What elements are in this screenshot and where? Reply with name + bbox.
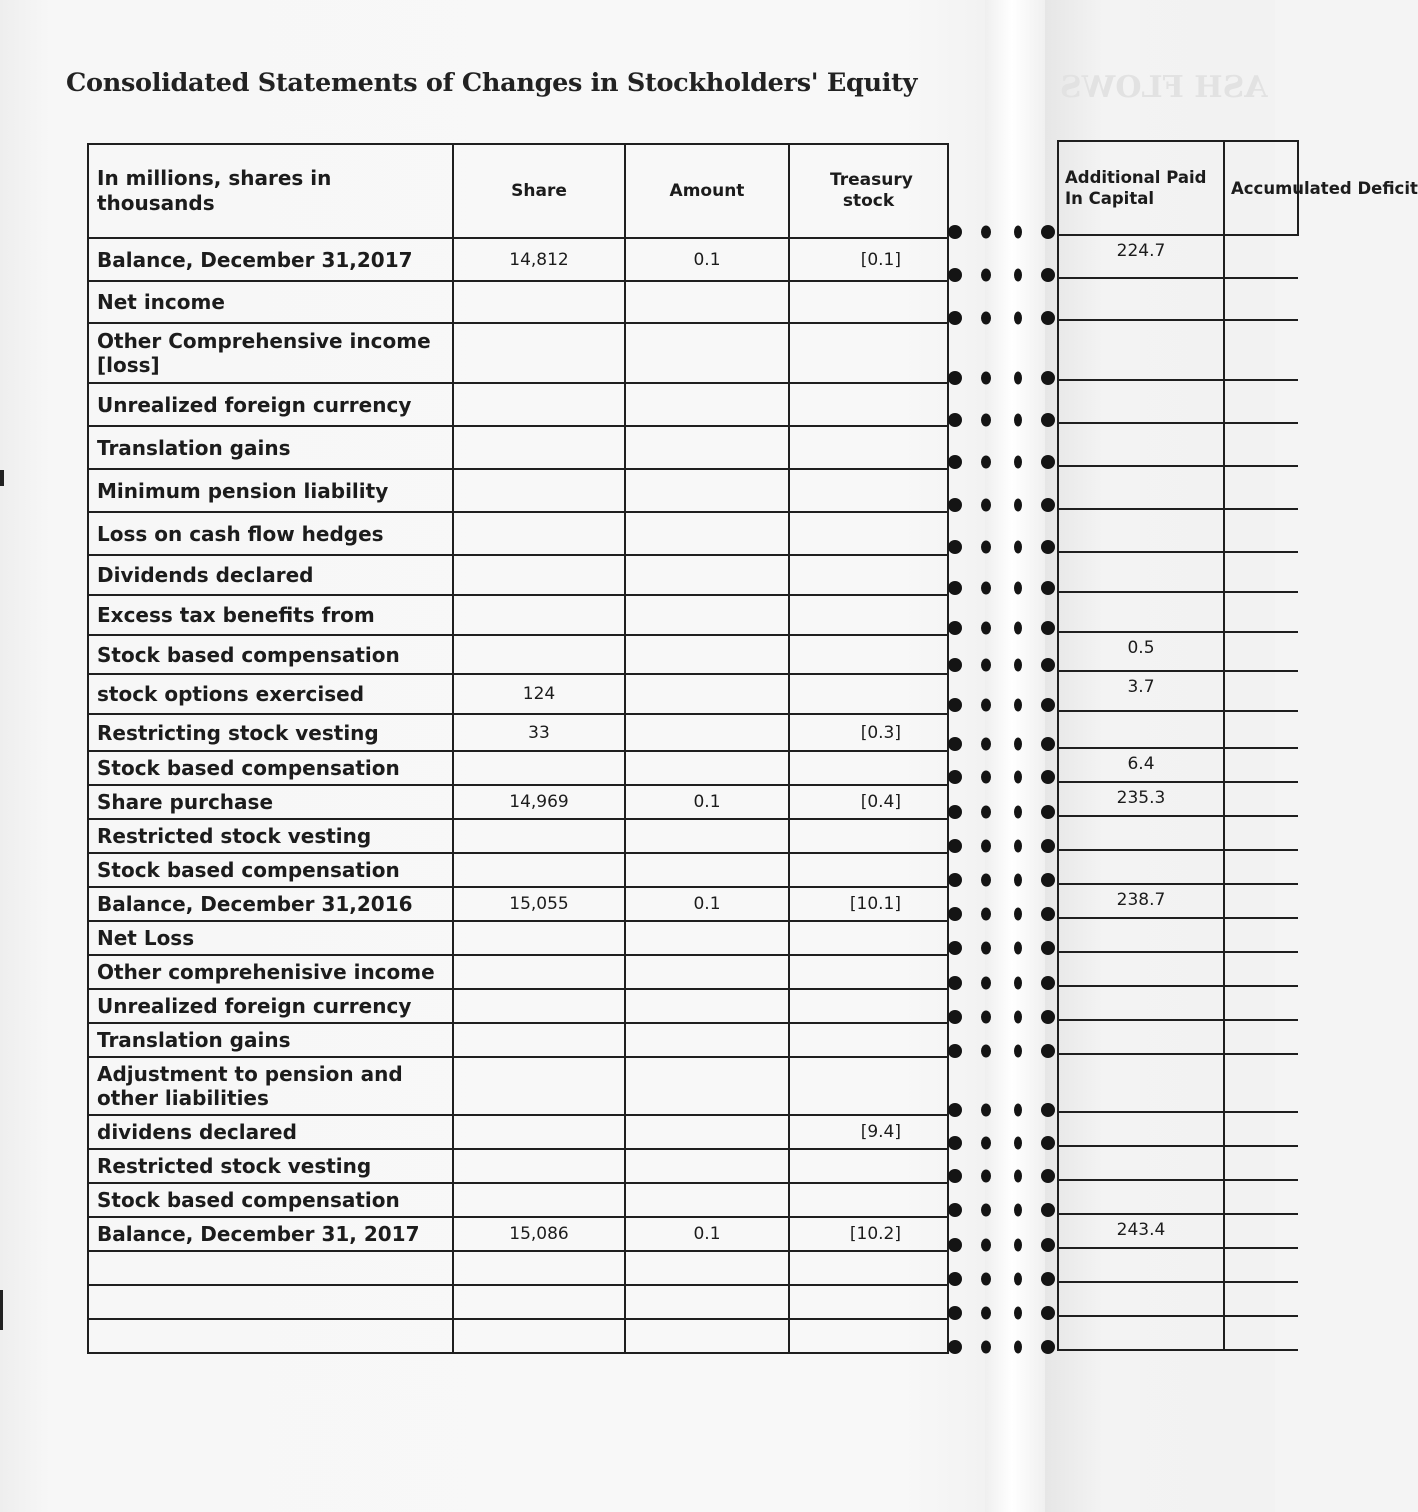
treasury-cell: [789, 989, 948, 1023]
treasury-cell: [789, 469, 948, 512]
table-row: [88, 1183, 948, 1217]
amount-cell: [625, 921, 789, 955]
book-gutter: [985, 0, 1045, 1512]
deficit-cell: [1224, 986, 1298, 1020]
table-row: [88, 426, 948, 469]
share-cell: 15,055: [453, 887, 625, 921]
apic-cell: [1058, 423, 1224, 466]
right-table-row: [1058, 1020, 1298, 1054]
amount-cell: [625, 989, 789, 1023]
share-cell: [453, 1115, 625, 1149]
deficit-cell: [1224, 380, 1298, 423]
treasury-cell: [789, 426, 948, 469]
treasury-cell: [789, 1183, 948, 1217]
share-cell: [453, 1285, 625, 1319]
row-label: dividens declared: [88, 1115, 453, 1149]
table-row: [88, 887, 948, 921]
share-cell: 14,969: [453, 785, 625, 819]
share-cell: [453, 281, 625, 323]
deficit-cell: [1224, 1112, 1298, 1146]
table-row: [88, 323, 948, 383]
treasury-cell: [789, 281, 948, 323]
apic-cell: [1058, 592, 1224, 632]
apic-cell: 0.5: [1058, 632, 1224, 671]
share-cell: [453, 819, 625, 853]
treasury-cell: [789, 1285, 948, 1319]
right-table-row: [1058, 632, 1298, 671]
deficit-cell: [1224, 552, 1298, 592]
header-treasury: Treasury stock: [789, 144, 948, 238]
deficit-cell: [1224, 466, 1298, 509]
apic-cell: [1058, 509, 1224, 552]
table-row: [88, 819, 948, 853]
apic-cell: 6.4: [1058, 748, 1224, 782]
amount-cell: [625, 1149, 789, 1183]
right-table-row: [1058, 466, 1298, 509]
treasury-cell: [789, 751, 948, 785]
treasury-cell: [789, 921, 948, 955]
share-cell: 15,086: [453, 1217, 625, 1251]
deficit-cell: [1224, 1146, 1298, 1180]
deficit-cell: [1224, 1248, 1298, 1282]
row-label: Share purchase: [88, 785, 453, 819]
amount-cell: [625, 323, 789, 383]
right-table-row: [1058, 711, 1298, 748]
row-label: Translation gains: [88, 426, 453, 469]
share-cell: [453, 921, 625, 955]
amount-cell: [625, 819, 789, 853]
table-row: [88, 1057, 948, 1115]
row-label: stock options exercised: [88, 674, 453, 714]
apic-cell: [1058, 850, 1224, 884]
table-row: [88, 714, 948, 751]
right-table-row: [1058, 816, 1298, 850]
right-table-body: [1058, 235, 1298, 1350]
right-table-row: [1058, 782, 1298, 816]
show-through-title: ASH FLOWS: [1060, 70, 1268, 105]
treasury-cell: [789, 674, 948, 714]
header-amount: Amount: [625, 144, 789, 238]
treasury-cell: [10.2]: [789, 1217, 948, 1251]
apic-cell: [1058, 1112, 1224, 1146]
treasury-cell: [0.1]: [789, 238, 948, 281]
amount-cell: [625, 281, 789, 323]
amount-cell: [625, 674, 789, 714]
row-label: Other comprehenisive income: [88, 955, 453, 989]
table-row: [88, 281, 948, 323]
deficit-cell: [1224, 1282, 1298, 1316]
apic-cell: [1058, 1316, 1224, 1350]
deficit-cell: [1224, 748, 1298, 782]
amount-cell: [625, 853, 789, 887]
right-table-row: [1058, 380, 1298, 423]
treasury-cell: [0.4]: [789, 785, 948, 819]
deficit-cell: [1224, 1054, 1298, 1112]
share-cell: [453, 383, 625, 426]
share-cell: [453, 323, 625, 383]
deficit-cell: [1224, 423, 1298, 466]
treasury-cell: [0.3]: [789, 714, 948, 751]
deficit-cell: [1224, 235, 1298, 278]
table-row: [88, 785, 948, 819]
share-cell: [453, 1183, 625, 1217]
right-table-row: [1058, 986, 1298, 1020]
deficit-cell: [1224, 509, 1298, 552]
header-accumulated-deficit: Accumulated Deficit: [1224, 141, 1298, 235]
header-label: In millions, shares in thousands: [88, 144, 453, 238]
right-table-row: [1058, 748, 1298, 782]
right-table-row: [1058, 235, 1298, 278]
apic-cell: [1058, 1248, 1224, 1282]
amount-cell: [625, 512, 789, 555]
amount-cell: [625, 1115, 789, 1149]
amount-cell: [625, 955, 789, 989]
amount-cell: [625, 714, 789, 751]
amount-cell: [625, 751, 789, 785]
row-label: Restricted stock vesting: [88, 1149, 453, 1183]
right-table-row: [1058, 884, 1298, 918]
apic-cell: [1058, 1282, 1224, 1316]
deficit-cell: [1224, 1316, 1298, 1350]
share-cell: [453, 1149, 625, 1183]
deficit-cell: [1224, 711, 1298, 748]
amount-cell: [625, 1319, 789, 1353]
treasury-cell: [789, 635, 948, 674]
apic-cell: 3.7: [1058, 671, 1224, 711]
right-table-row: [1058, 918, 1298, 952]
share-cell: [453, 853, 625, 887]
apic-cell: [1058, 1054, 1224, 1112]
page-title: Consolidated Statements of Changes in Stockholders' Equity: [66, 68, 918, 98]
row-label: Balance, December 31, 2017: [88, 1217, 453, 1251]
header-share: Share: [453, 144, 625, 238]
treasury-cell: [789, 555, 948, 595]
deficit-cell: [1224, 1020, 1298, 1054]
treasury-cell: [789, 595, 948, 635]
share-cell: 33: [453, 714, 625, 751]
deficit-cell: [1224, 782, 1298, 816]
table-row: [88, 921, 948, 955]
table-row: [88, 512, 948, 555]
treasury-cell: [789, 853, 948, 887]
share-cell: [453, 1023, 625, 1057]
row-label: [88, 1251, 453, 1285]
share-cell: [453, 595, 625, 635]
apic-cell: [1058, 1146, 1224, 1180]
share-cell: 14,812: [453, 238, 625, 281]
treasury-cell: [789, 323, 948, 383]
treasury-cell: [789, 1023, 948, 1057]
amount-cell: [625, 635, 789, 674]
row-label: Adjustment to pension and other liabilities: [88, 1057, 453, 1115]
apic-cell: 224.7: [1058, 235, 1224, 278]
row-label: Unrealized foreign currency: [88, 383, 453, 426]
amount-cell: [625, 595, 789, 635]
spine-mark: [0, 470, 4, 486]
table-row: [88, 853, 948, 887]
deficit-cell: [1224, 816, 1298, 850]
right-page-table: [1057, 140, 1418, 1351]
treasury-cell: [10.1]: [789, 887, 948, 921]
apic-cell: [1058, 1020, 1224, 1054]
table-row: [88, 383, 948, 426]
share-cell: [453, 469, 625, 512]
table-row: [88, 1319, 948, 1353]
treasury-cell: [789, 1251, 948, 1285]
right-table-row: [1058, 1248, 1298, 1282]
right-table-row: [1058, 423, 1298, 466]
share-cell: [453, 1251, 625, 1285]
treasury-cell: [9.4]: [789, 1115, 948, 1149]
apic-cell: [1058, 918, 1224, 952]
row-label: Balance, December 31,2016: [88, 887, 453, 921]
right-table-row: [1058, 509, 1298, 552]
apic-cell: [1058, 278, 1224, 320]
table-row: [88, 989, 948, 1023]
amount-cell: 0.1: [625, 1217, 789, 1251]
right-table-row: [1058, 1054, 1298, 1112]
header-apic: Additional Paid In Capital: [1058, 141, 1224, 235]
table-body: [88, 238, 948, 1353]
right-table-row: [1058, 592, 1298, 632]
apic-cell: 243.4: [1058, 1214, 1224, 1248]
deficit-cell: [1224, 952, 1298, 986]
amount-cell: [625, 469, 789, 512]
deficit-cell: [1224, 1214, 1298, 1248]
table-row: [88, 955, 948, 989]
amount-cell: [625, 555, 789, 595]
table-row: [88, 1023, 948, 1057]
row-label: Unrealized foreign currency: [88, 989, 453, 1023]
row-label: Net Loss: [88, 921, 453, 955]
amount-cell: 0.1: [625, 785, 789, 819]
row-label: Stock based compensation: [88, 853, 453, 887]
deficit-cell: [1224, 632, 1298, 671]
right-table-row: [1058, 1180, 1298, 1214]
row-label: Stock based compensation: [88, 635, 453, 674]
row-label: [88, 1285, 453, 1319]
apic-cell: [1058, 380, 1224, 423]
right-table-row: [1058, 1146, 1298, 1180]
share-cell: [453, 635, 625, 674]
apic-cell: [1058, 986, 1224, 1020]
treasury-cell: [789, 1319, 948, 1353]
table-row: [88, 751, 948, 785]
share-cell: [453, 426, 625, 469]
right-table-row: [1058, 320, 1298, 380]
share-cell: [453, 1319, 625, 1353]
treasury-cell: [789, 512, 948, 555]
row-label: Translation gains: [88, 1023, 453, 1057]
treasury-cell: [789, 1149, 948, 1183]
share-cell: [453, 989, 625, 1023]
share-cell: [453, 555, 625, 595]
apic-cell: [1058, 320, 1224, 380]
right-table-row: [1058, 850, 1298, 884]
table-row: [88, 1251, 948, 1285]
row-label: Balance, December 31,2017: [88, 238, 453, 281]
right-table-row: [1058, 1112, 1298, 1146]
deficit-cell: [1224, 592, 1298, 632]
table-row: [88, 1115, 948, 1149]
treasury-cell: [789, 383, 948, 426]
deficit-cell: [1224, 850, 1298, 884]
header-row: [88, 144, 948, 238]
apic-cell: 238.7: [1058, 884, 1224, 918]
amount-cell: [625, 426, 789, 469]
row-label: Excess tax benefits from: [88, 595, 453, 635]
right-table-row: [1058, 671, 1298, 711]
deficit-cell: [1224, 320, 1298, 380]
row-label: Restricting stock vesting: [88, 714, 453, 751]
treasury-cell: [789, 1057, 948, 1115]
deficit-cell: [1224, 1180, 1298, 1214]
right-table-row: [1058, 1316, 1298, 1350]
deficit-cell: [1224, 671, 1298, 711]
equity-table: [87, 143, 949, 1354]
table-row: [88, 595, 948, 635]
apic-cell: [1058, 711, 1224, 748]
row-label: Other Comprehensive income [loss]: [88, 323, 453, 383]
amount-cell: [625, 1183, 789, 1217]
row-label: [88, 1319, 453, 1353]
table-row: [88, 469, 948, 512]
amount-cell: 0.1: [625, 887, 789, 921]
amount-cell: [625, 1251, 789, 1285]
row-label: Net income: [88, 281, 453, 323]
right-table-row: [1058, 278, 1298, 320]
share-cell: [453, 955, 625, 989]
deficit-cell: [1224, 918, 1298, 952]
row-label: Stock based compensation: [88, 1183, 453, 1217]
table-row: [88, 555, 948, 595]
right-header-row: [1058, 141, 1298, 235]
deficit-cell: [1224, 278, 1298, 320]
row-label: Loss on cash flow hedges: [88, 512, 453, 555]
table-row: [88, 238, 948, 281]
right-table-row: [1058, 952, 1298, 986]
apic-cell: [1058, 952, 1224, 986]
amount-cell: [625, 1285, 789, 1319]
share-cell: [453, 1057, 625, 1115]
apic-cell: [1058, 1180, 1224, 1214]
amount-cell: [625, 1057, 789, 1115]
share-cell: [453, 512, 625, 555]
apic-cell: [1058, 466, 1224, 509]
table-row: [88, 674, 948, 714]
treasury-cell: [789, 955, 948, 989]
share-cell: 124: [453, 674, 625, 714]
table-row: [88, 1217, 948, 1251]
amount-cell: [625, 383, 789, 426]
row-label: Restricted stock vesting: [88, 819, 453, 853]
right-table-row: [1058, 1214, 1298, 1248]
row-label: Stock based compensation: [88, 751, 453, 785]
amount-cell: [625, 1023, 789, 1057]
table-row: [88, 1285, 948, 1319]
apic-cell: [1058, 552, 1224, 592]
share-cell: [453, 751, 625, 785]
apic-cell: [1058, 816, 1224, 850]
apic-cell: 235.3: [1058, 782, 1224, 816]
deficit-cell: [1224, 884, 1298, 918]
row-label: Minimum pension liability: [88, 469, 453, 512]
right-table-row: [1058, 552, 1298, 592]
spine-mark: [0, 1290, 3, 1330]
amount-cell: 0.1: [625, 238, 789, 281]
table-row: [88, 1149, 948, 1183]
table-row: [88, 635, 948, 674]
row-label: Dividends declared: [88, 555, 453, 595]
treasury-cell: [789, 819, 948, 853]
right-table-row: [1058, 1282, 1298, 1316]
